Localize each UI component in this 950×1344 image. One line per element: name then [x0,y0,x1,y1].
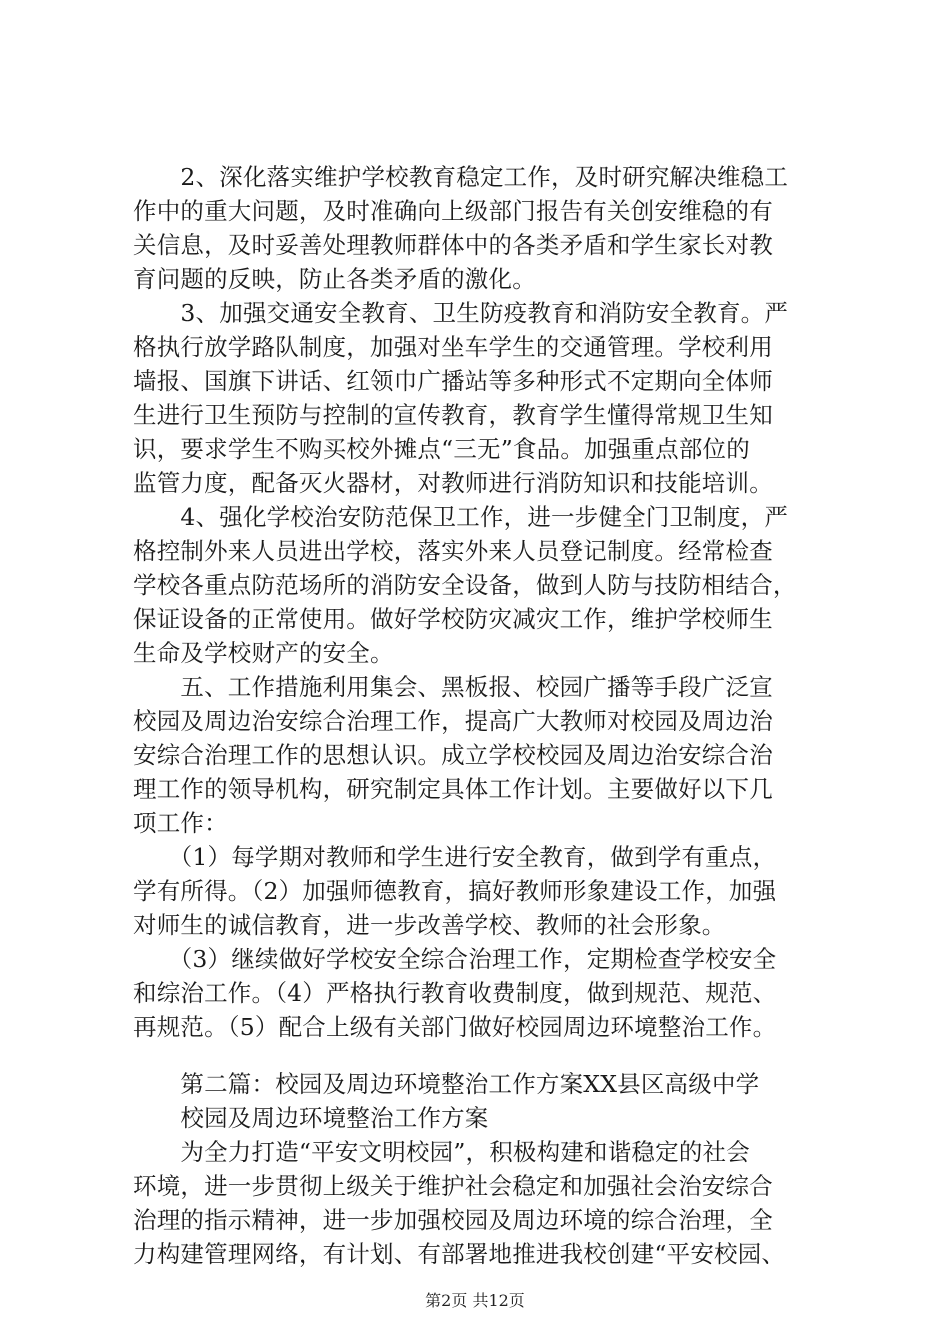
text-line: （1）每学期对教师和学生进行安全教育，做到学有重点， [133,843,777,871]
text-line: 识，要求学生不购买校外摊点“三无”食品。加强重点部位的 [133,435,750,463]
page-footer: 第2页 共12页 [425,1291,525,1310]
text-line: 理工作的领导机构，研究制定具体工作计划。主要做好以下几 [133,775,773,803]
text-line: 第二篇：校园及周边环境整治工作方案XX县区高级中学 [133,1070,760,1098]
text-line: 生进行卫生预防与控制的宣传教育，教育学生懂得常规卫生知 [133,401,773,429]
text-line: 对师生的诚信教育，进一步改善学校、教师的社会形象。 [133,911,726,939]
text-line: 学有所得。（2）加强师德教育，搞好教师形象建设工作，加强 [133,877,777,905]
text-line: 格执行放学路队制度，加强对坐车学生的交通管理。学校利用 [133,333,773,361]
text-line: （3）继续做好学校安全综合治理工作，定期检查学校安全 [133,945,777,973]
text-line: 格控制外来人员进出学校，落实外来人员登记制度。经常检查 [133,537,773,565]
text-line: 项工作： [133,809,228,837]
text-line: 关信息，及时妥善处理教师群体中的各类矛盾和学生家长对教 [133,231,773,259]
text-line: 和综治工作。（4）严格执行教育收费制度，做到规范、规范、 [133,979,777,1007]
text-line: 监管力度，配备灭火器材，对教师进行消防知识和技能培训。 [133,469,773,497]
text-line: 3、加强交通安全教育、卫生防疫教育和消防安全教育。严 [133,299,789,327]
text-line: 力构建管理网络，有计划、有部署地推进我校创建“平安校园、 [133,1240,786,1268]
text-line: 为全力打造“平安文明校园”，积极构建和谐稳定的社会 [133,1138,750,1166]
text-line: 学校各重点防范场所的消防安全设备，做到人防与技防相结合， [133,571,797,599]
text-line: 4、强化学校治安防范保卫工作，进一步健全门卫制度，严 [133,503,789,531]
text-line: 2、深化落实维护学校教育稳定工作，及时研究解决维稳工 [133,163,789,191]
text-line: 保证设备的正常使用。做好学校防灾减灾工作，维护学校师生 [133,605,773,633]
text-line: 再规范。（5）配合上级有关部门做好校园周边环境整治工作。 [133,1013,777,1041]
text-line: 校园及周边环境整治工作方案 [133,1104,489,1132]
text-line: 校园及周边治安综合治理工作，提高广大教师对校园及周边治 [133,707,773,735]
text-line: 生命及学校财产的安全。 [133,639,394,667]
text-line: 安综合治理工作的思想认识。成立学校校园及周边治安综合治 [133,741,773,769]
text-line: 育问题的反映，防止各类矛盾的激化。 [133,265,536,293]
text-line: 作中的重大问题，及时准确向上级部门报告有关创安维稳的有 [133,197,773,225]
text-line: 五、工作措施利用集会、黑板报、校园广播等手段广泛宣 [133,673,773,701]
text-line: 治理的指示精神，进一步加强校园及周边环境的综合治理，全 [133,1206,773,1234]
text-line: 墙报、国旗下讲话、红领巾广播站等多种形式不定期向全体师 [133,367,773,395]
text-line: 环境，进一步贯彻上级关于维护社会稳定和加强社会治安综合 [133,1172,773,1200]
